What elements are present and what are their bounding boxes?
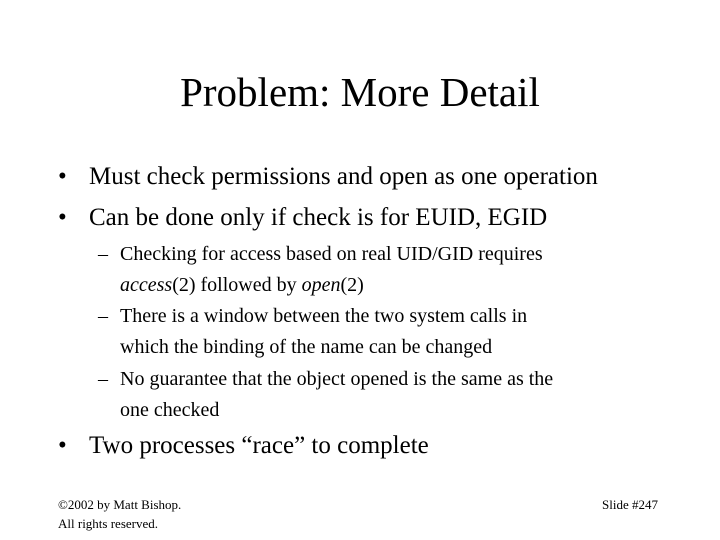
sub-bullet-text — [120, 239, 543, 301]
bullet-text: Can be done only if check is for EUID, EGID — [89, 204, 548, 231]
line-text: (2) followed by — [172, 274, 302, 296]
sub-bullet-marker: – — [98, 243, 108, 265]
bullet-marker: • — [58, 163, 67, 190]
sub-bullet-line: Checking for access based on real UID/GID requires — [120, 243, 543, 265]
sub-bullet-line: No guarantee that the object opened is the same as the — [120, 368, 554, 390]
rights-text: All rights reserved. — [58, 516, 159, 531]
sub-bullet-line: There is a window between the two system calls in — [120, 305, 528, 327]
bullet-text: Two processes “race” to complete — [89, 432, 429, 459]
bullet-marker: • — [58, 432, 67, 459]
italic-term: access — [120, 274, 173, 296]
sub-bullet-line: one checked — [120, 399, 220, 421]
italic-term: open — [301, 274, 341, 296]
slide-number: Slide #247 — [602, 497, 658, 512]
sub-bullet-text — [120, 301, 527, 363]
line-text: (2) — [340, 274, 364, 296]
copyright-text: ©2002 by Matt Bishop. — [58, 497, 182, 512]
bullet-marker: • — [58, 204, 67, 231]
slide-title: Problem: More Detail — [180, 69, 540, 115]
sub-bullet-text — [120, 364, 553, 426]
sub-bullet-marker: – — [98, 368, 108, 390]
sub-bullet-line: which the binding of the name can be changed — [120, 336, 493, 358]
bullet-text: Must check permissions and open as one operation — [89, 163, 598, 190]
footer-copyright — [58, 495, 181, 533]
sub-bullet-line — [120, 270, 543, 301]
sub-bullet-marker: – — [98, 305, 108, 327]
